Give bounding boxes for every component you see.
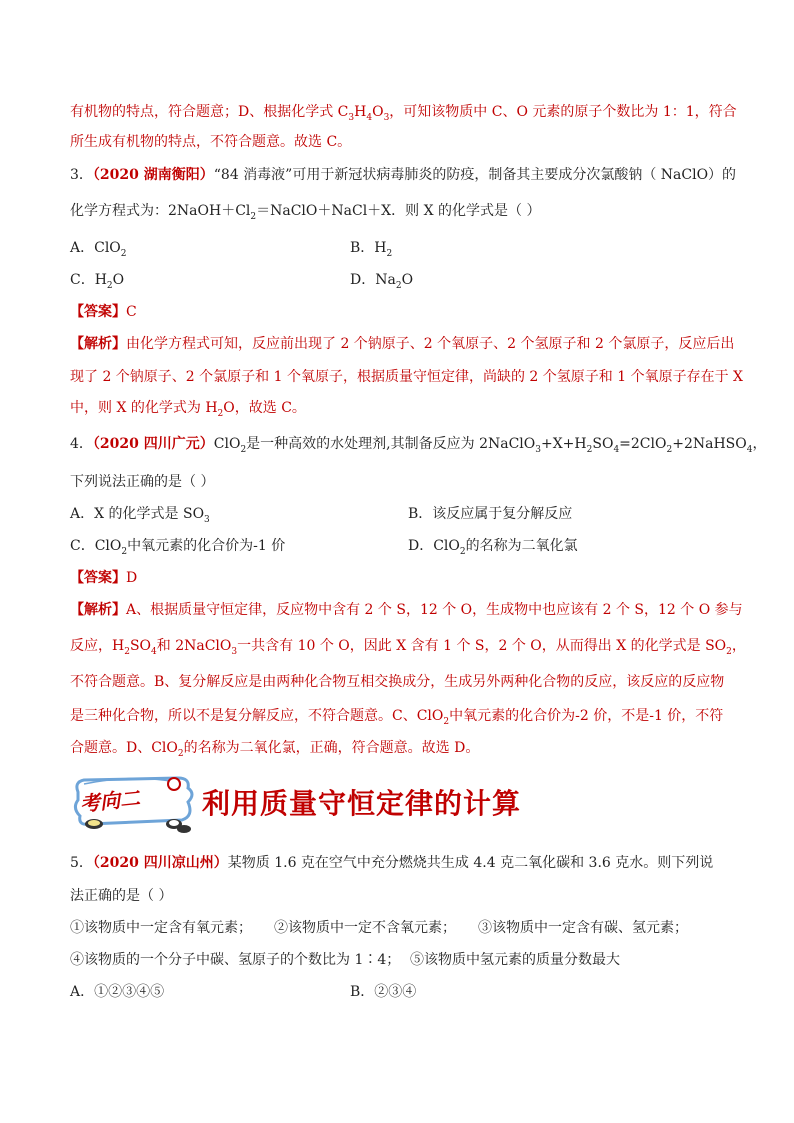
subscript: 4: [151, 646, 157, 657]
subscript: 2: [726, 646, 732, 657]
statement-2: ②该物质中一定不含氧元素；: [274, 920, 456, 936]
analysis-text: 和 2NaClO: [156, 638, 232, 654]
option-b: B．②③④: [350, 984, 417, 1000]
analysis-label: 【解析】: [70, 336, 126, 352]
statement-1: ①该物质中一定含有氧元素；: [70, 920, 252, 936]
question-5-stem: [70, 853, 713, 873]
subscript: 3: [231, 646, 238, 657]
analysis-text: ，: [731, 638, 746, 654]
subscript: 2: [106, 280, 113, 291]
analysis-text: 是三种化合物，所以不是复分解反应，不符合题意。C、ClO: [70, 708, 444, 724]
analysis-label: 【解析】: [70, 602, 126, 618]
source-tag: （2020 四川广元）: [92, 436, 214, 452]
statement-3: ③该物质中一定含有碳、氢元素；: [478, 920, 688, 936]
analysis-text: 的名称为二氧化氯，正确，符合题意。故选 D。: [183, 740, 480, 756]
option-c: [70, 536, 285, 562]
option-a: A．①②③④⑤: [70, 984, 165, 1000]
analysis-line: [70, 738, 479, 764]
source-tag: （2020 湖南衡阳）: [92, 167, 214, 183]
text-line: [70, 102, 737, 128]
analysis-line: [70, 334, 734, 354]
subscript: 2: [124, 646, 130, 657]
analysis-text: 合题意。D、ClO: [70, 740, 178, 756]
section-heading: [70, 772, 630, 838]
option-text: C．H: [70, 272, 107, 288]
question-4-prompt: 下列说法正确的是（ ）: [70, 474, 215, 490]
option-b: [350, 238, 392, 264]
option-text: 中氧元素的化合价为-1 价: [127, 538, 286, 554]
subscript: 2: [386, 248, 393, 259]
option-a: [70, 238, 127, 264]
subscript: 4: [613, 444, 620, 455]
question-number: 3．: [70, 167, 93, 183]
question-number: 5．: [70, 855, 93, 871]
subscript: 4: [366, 112, 373, 123]
analysis-text: 反应，H: [70, 638, 125, 654]
text-span: ，可知该物质中 C、O 元素的原子个数比为 1：1，符合: [389, 104, 737, 120]
analysis-line: [70, 706, 723, 732]
subscript: 2: [120, 248, 127, 259]
analysis-line: 现了 2 个钠原子、2 个氯原子和 1 个氧原子，根据质量守恒定律，尚缺的 2 个氢原子和 1 个氧原子存在于 X: [70, 369, 744, 385]
question-text: ClO: [213, 436, 241, 452]
subscript: 2: [177, 748, 184, 759]
subscript: 2: [240, 444, 247, 455]
answer-value: C: [126, 304, 137, 320]
subscript: 2: [586, 444, 593, 455]
answer-line: [70, 302, 137, 322]
text-line: 所生成有机物的特点，不符合题意。故选 C。: [70, 134, 352, 150]
analysis-line: 不符合题意。B、复分解反应是由两种化合物互相交换成分，生成另外两种化合物的反应，该反应的反应物: [70, 674, 725, 690]
analysis-text: A、根据质量守恒定律，反应物中含有 2 个 S，12 个 O，生成物中也应该有 2 个 S，12 个 O 参与: [126, 602, 743, 618]
question-text: “84 消毒液”可用于新冠状病毒肺炎的防疫，制备其主要成分次氯酸钠（ NaClO）的: [213, 167, 737, 183]
subscript: 2: [217, 408, 224, 419]
option-text: A．ClO: [70, 240, 121, 256]
analysis-text: 中，则 X 的化学式为 H: [70, 400, 218, 416]
subscript: 4: [746, 444, 753, 455]
option-text: A．X 的化学式是 SO: [70, 506, 205, 522]
answer-line: [70, 568, 137, 588]
question-4-stem: [70, 434, 766, 460]
option-text: B．H: [350, 240, 387, 256]
subscript: 2: [459, 546, 466, 557]
subscript: 3: [348, 112, 355, 123]
source-tag: （2020 四川凉山州）: [92, 855, 228, 871]
question-text: 化学方程式为：2NaOH＋Cl: [70, 203, 251, 219]
analysis-line: [70, 398, 306, 424]
option-text: D．Na: [350, 272, 396, 288]
option-c: [70, 270, 124, 296]
question-3-stem: [70, 165, 736, 185]
statement-row: [70, 950, 620, 970]
statement-5: ⑤该物质中氢元素的质量分数最大: [410, 952, 620, 968]
subscript: 2: [121, 546, 128, 557]
option-a: [70, 504, 210, 530]
section-badge: 考向二: [78, 785, 142, 817]
analysis-line: [70, 600, 743, 620]
option-text: O: [401, 272, 414, 288]
question-text: ＝NaClO＋NaCl＋X．则 X 的化学式是（ ）: [256, 203, 541, 219]
analysis-text: SO: [129, 638, 152, 654]
analysis-text: 由化学方程式可知，反应前出现了 2 个钠原子、2 个氧原子、2 个氢原子和 2 个氯原子，反应后出: [126, 336, 735, 352]
subscript: 3: [383, 112, 390, 123]
analysis-line: [70, 636, 746, 662]
question-text: ，: [752, 436, 767, 452]
statement-4: ④该物质的一个分子中碳、氢原子的个数比为 1∶4；: [70, 952, 401, 968]
option-d: [408, 536, 578, 562]
subscript: 2: [250, 211, 257, 222]
option-text: D．ClO: [408, 538, 460, 554]
answer-label: 【答案】: [70, 570, 126, 586]
option-text: C．ClO: [70, 538, 122, 554]
question-text: =2ClO: [619, 436, 667, 452]
statement-row: [70, 918, 688, 938]
option-text: O: [112, 272, 125, 288]
text-span: O: [372, 104, 384, 120]
answer-label: 【答案】: [70, 304, 126, 320]
question-number: 4．: [70, 436, 93, 452]
option-d: [350, 270, 413, 296]
question-text: +X+H: [540, 436, 587, 452]
analysis-text: O，故选 C。: [223, 400, 306, 416]
analysis-text: 一共含有 10 个 O，因此 X 含有 1 个 S，2 个 O，从而得出 X 的化学式是 SO: [237, 638, 727, 654]
question-text: SO: [592, 436, 614, 452]
subscript: 2: [395, 280, 402, 291]
option-text: 的名称为二氧化氯: [465, 538, 578, 554]
section-title: 利用质量守恒定律的计算: [202, 787, 522, 820]
question-text: 是一种高效的水处理剂,其制备反应为 2NaClO: [246, 436, 536, 452]
question-text: 某物质 1.6 克在空气中充分燃烧共生成 4.4 克二氧化碳和 3.6 克水。则下列说: [227, 855, 714, 871]
question-5-prompt: 法正确的是（ ）: [70, 888, 173, 904]
question-3-equation: [70, 201, 540, 227]
subscript: 3: [204, 514, 210, 525]
text-span: H: [354, 104, 367, 120]
answer-value: D: [126, 570, 138, 586]
analysis-text: 中氧元素的化合价为-2 价，不是-1 价，不符: [449, 708, 724, 724]
subscript: 3: [535, 444, 541, 455]
text-span: 有机物的特点，符合题意；D、根据化学式 C: [70, 104, 349, 120]
subscript: 2: [666, 444, 673, 455]
subscript: 2: [443, 716, 450, 727]
question-text: +2NaHSO: [672, 436, 747, 452]
option-b: B．该反应属于复分解反应: [408, 506, 573, 522]
